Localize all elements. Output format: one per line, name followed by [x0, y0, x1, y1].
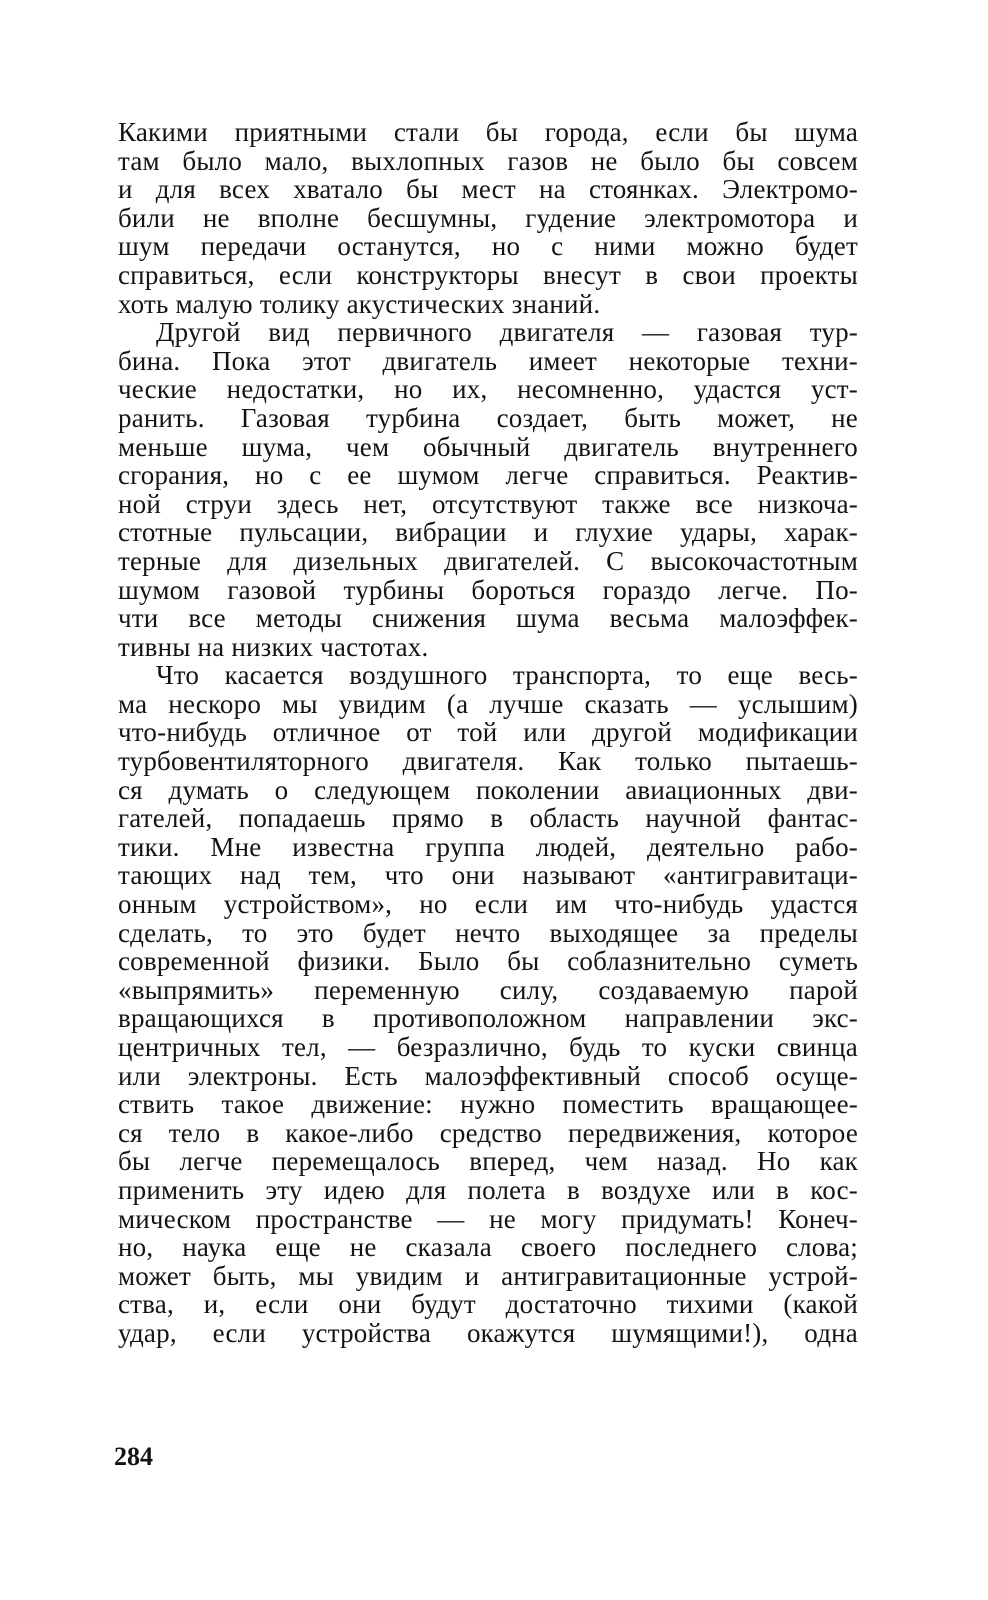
text-line: ной струи здесь нет, отсутствуют также все низкоча-	[118, 488, 858, 519]
text-line: Какими приятными стали бы города, если бы шума	[118, 117, 858, 147]
paragraph-1	[118, 118, 858, 318]
text-line: турбовентиляторного двигателя. Как только пытаешь-	[118, 746, 858, 777]
text-line: онным устройством», но если им что-нибудь удастся	[118, 889, 858, 920]
text-line: ся думать о следующем поколении авиационных дви-	[118, 774, 858, 805]
text-line: шумом газовой турбины бороться гораздо легче. По-	[118, 574, 858, 605]
text-line: «выпрямить» переменную силу, создаваемую парой	[118, 974, 858, 1005]
text-line: гателей, попадаешь прямо в область научной фантас-	[118, 803, 858, 834]
text-line: но, наука еще не сказала своего последнего слова;	[118, 1232, 858, 1263]
text-line: ма нескоро мы увидим (а лучше сказать — услышим)	[118, 688, 858, 719]
text-line: били не вполне бесшумны, гудение электромотора и	[118, 202, 858, 233]
text-line: может быть, мы увидим и антигравитационные устрой-	[118, 1260, 858, 1291]
text-line: бина. Пока этот двигатель имеет некоторые техни-	[118, 345, 858, 376]
text-line: хоть малую толику акустических знаний.	[118, 288, 601, 319]
text-line: и для всех хватало бы мест на стоянках. Электромо-	[118, 174, 858, 205]
text-line: стотные пульсации, вибрации и глухие удары, харак-	[118, 517, 858, 548]
text-line: применить эту идею для полета в воздухе или в кос-	[118, 1174, 858, 1205]
text-line: Другой вид первичного двигателя — газовая тур-	[156, 317, 858, 348]
text-line: вращающихся в противоположном направлении экс-	[118, 1003, 858, 1034]
text-line: ствить такое движение: нужно поместить вращающее-	[118, 1089, 858, 1120]
page-number: 284	[114, 1442, 153, 1471]
text-line: тивны на низких частотах.	[118, 631, 429, 662]
text-line: тающих над тем, что они называют «антигравитаци-	[118, 860, 858, 891]
page-body	[118, 118, 858, 1348]
text-line: центричных тел, — безразлично, будь то куски свинца	[118, 1032, 858, 1062]
text-line: Что касается воздушного транспорта, то еще весь-	[156, 660, 858, 691]
text-line: мическом пространстве — не могу придумать! Конеч-	[118, 1203, 858, 1234]
text-line: что-нибудь отличное от той или другой модификации	[118, 717, 858, 748]
text-line: современной физики. Было бы соблазнительно суметь	[118, 946, 858, 977]
text-line: тики. Мне известна группа людей, деятельно рабо-	[118, 831, 858, 862]
text-line: справиться, если конструкторы внесут в свои проекты	[118, 259, 858, 290]
text-line: ства, и, если они будут достаточно тихими (какой	[118, 1289, 858, 1320]
text-line: сделать, то это будет нечто выходящее за пределы	[118, 917, 858, 948]
paragraph-3	[118, 661, 858, 1347]
text-line: чти все методы снижения шума весьма малоэффек-	[118, 603, 858, 634]
text-line: удар, если устройства окажутся шумящими!), одна	[118, 1317, 858, 1348]
text-line: ческие недостатки, но их, несомненно, удастся уст-	[118, 374, 858, 405]
text-line: бы легче перемещалось вперед, чем назад. Но как	[118, 1146, 858, 1177]
text-line: ранить. Газовая турбина создает, быть может, не	[118, 402, 858, 433]
text-line: сгорания, но с ее шумом легче справиться. Реактив-	[118, 460, 858, 491]
text-line: ся тело в какое-либо средство передвижения, которое	[118, 1117, 858, 1148]
text-line: терные для дизельных двигателей. С высокочастотным	[118, 545, 858, 576]
text-line: или электроны. Есть малоэффективный способ осуще-	[118, 1060, 858, 1091]
paragraph-2	[118, 318, 858, 661]
text-line: шум передачи останутся, но с ними можно будет	[118, 231, 858, 262]
text-line: там было мало, выхлопных газов не было бы совсем	[118, 145, 858, 176]
text-line: меньше шума, чем обычный двигатель внутреннего	[118, 431, 858, 462]
